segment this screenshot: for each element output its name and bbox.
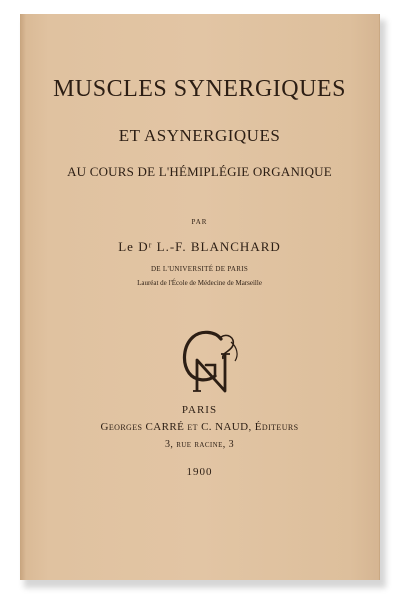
cover-year: 1900 [186, 466, 213, 478]
book-cover [20, 14, 380, 580]
cover-award: Lauréat de l'École de Médecine de Marseille [137, 279, 262, 287]
cover-publisher: Georges CARRÉ et C. NAUD, Éditeurs [100, 421, 299, 433]
publisher-monogram-icon [175, 327, 245, 399]
cover-by: PAR [191, 218, 208, 226]
cover-subtitle: ET ASYNERGIQUES [118, 126, 281, 145]
cover-title: MUSCLES SYNERGIQUES [53, 76, 346, 102]
cover-city: PARIS [181, 404, 218, 416]
cover-author: Le Dʳ L.-F. BLANCHARD [118, 239, 281, 254]
cover-address: 3, rue racine, 3 [165, 439, 234, 450]
cover-subtitle-2: AU COURS DE L'HÉMIPLÉGIE ORGANIQUE [67, 164, 332, 179]
cover-affiliation: DE L'UNIVERSITÉ DE PARIS [150, 265, 249, 273]
